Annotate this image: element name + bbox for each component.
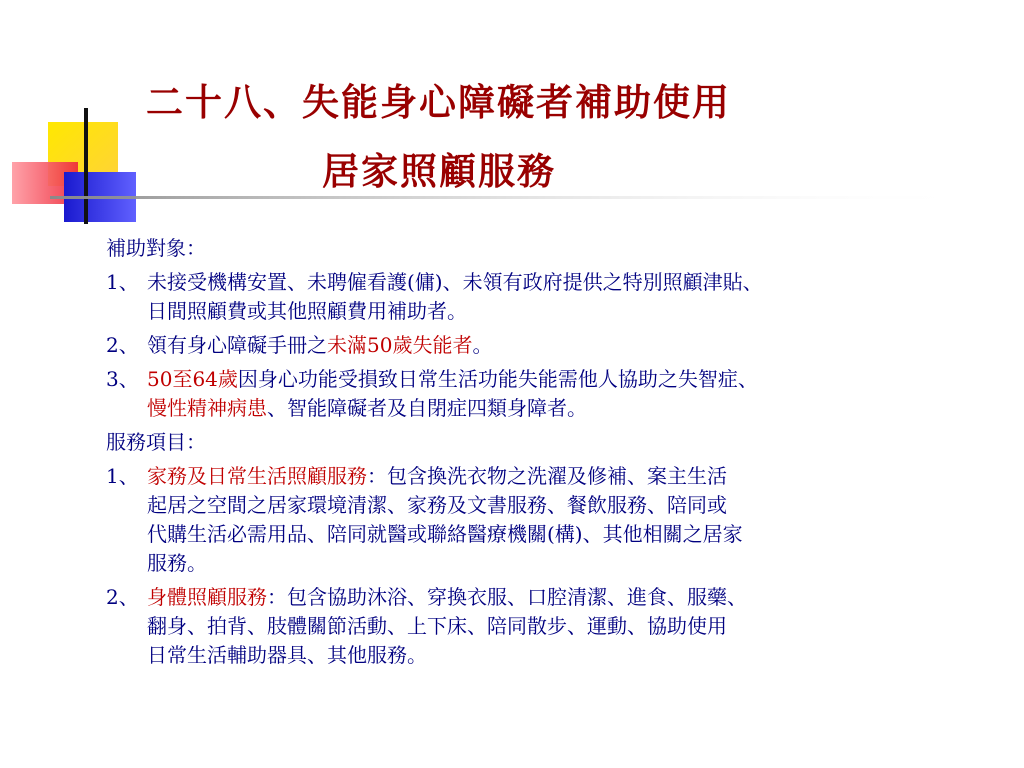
item-number: 2、 bbox=[106, 333, 139, 357]
slide-title-line1: 二十八、失能身心障礙者補助使用 bbox=[146, 80, 731, 124]
service-item-1 bbox=[106, 462, 966, 578]
item-text: 。 bbox=[472, 333, 493, 357]
item-line: 代購生活必需用品、陪同就醫或聯絡醫療機關(構)、其他相關之居家 bbox=[147, 522, 743, 546]
item-line: 服務。 bbox=[147, 551, 207, 575]
eligibility-item-2 bbox=[106, 331, 966, 360]
item-line: 日常生活輔助器具、其他服務。 bbox=[147, 643, 427, 667]
eligibility-item-1 bbox=[106, 268, 966, 326]
item-line: 翻身、拍背、肢體關節活動、上下床、陪同散步、運動、協助使用 bbox=[147, 614, 727, 638]
item-text: 領有身心障礙手冊之 bbox=[147, 333, 327, 357]
item-text: 因身心功能受損致日常生活功能失能需他人協助之失智症、 bbox=[237, 367, 758, 391]
item-line: 未接受機構安置、未聘僱看護(傭)、未領有政府提供之特別照顧津貼、 bbox=[147, 270, 763, 294]
slide-title-line2: 居家照顧服務 bbox=[322, 149, 556, 193]
item-text: ：包含換洗衣物之洗濯及修補、案主生活 bbox=[367, 464, 727, 488]
item-number: 1、 bbox=[106, 464, 139, 488]
highlight-text: 家務及日常生活照顧服務 bbox=[147, 464, 367, 488]
item-line: 日間照顧費或其他照顧費用補助者。 bbox=[147, 299, 467, 323]
horizontal-line bbox=[50, 196, 980, 199]
eligibility-item-3 bbox=[106, 365, 966, 423]
item-number: 1、 bbox=[106, 270, 139, 294]
service-item-2 bbox=[106, 583, 966, 670]
vertical-line bbox=[84, 108, 88, 224]
item-text: ：包含協助沐浴、穿換衣服、口腔清潔、進食、服藥、 bbox=[267, 585, 747, 609]
item-number: 3、 bbox=[106, 367, 139, 391]
slide-content bbox=[106, 234, 966, 675]
item-number: 2、 bbox=[106, 585, 139, 609]
highlight-text: 慢性精神病患 bbox=[147, 396, 267, 420]
highlight-text: 50至64歲 bbox=[147, 367, 238, 391]
eligibility-heading: 補助對象： bbox=[106, 236, 206, 260]
item-line: 起居之空間之居家環境清潔、家務及文書服務、餐飲服務、陪同或 bbox=[147, 493, 727, 517]
services-heading: 服務項目： bbox=[106, 430, 206, 454]
highlight-text: 未滿50歲失能者 bbox=[327, 333, 473, 357]
item-text: 、智能障礙者及自閉症四類身障者。 bbox=[267, 396, 587, 420]
highlight-text: 身體照顧服務 bbox=[147, 585, 267, 609]
